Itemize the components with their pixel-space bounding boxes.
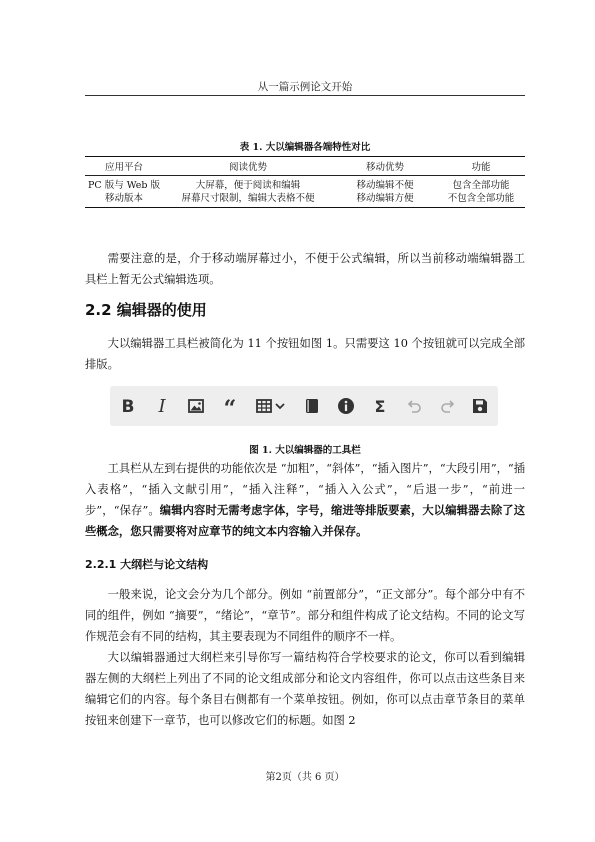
svg-text:I: I: [158, 396, 166, 416]
book-icon: [302, 396, 322, 416]
table-cell: 移动编辑方便: [333, 192, 437, 208]
section-heading: 2.2 编辑器的使用: [85, 301, 207, 319]
table-icon: [254, 396, 274, 416]
svg-text:“: “: [223, 396, 237, 416]
comparison-table: [85, 156, 525, 208]
table-header-cell: 应用平台: [85, 157, 163, 176]
table-caption: 表 1. 大以编辑器各端特性对比: [239, 142, 371, 153]
paragraph-toolbar-intro: 大以编辑器工具栏被简化为 11 个按钮如图 1。只需要这 10 个按钮就可以完成全部排版。: [85, 337, 525, 371]
info-icon: [336, 396, 356, 416]
svg-text:B: B: [121, 397, 135, 416]
undo-icon: [404, 396, 424, 416]
table-row: [85, 192, 525, 208]
table-header-cell: 功能: [437, 157, 525, 176]
running-header: 从一篇示例论文开始: [257, 81, 353, 93]
sigma-icon: [370, 396, 390, 416]
header-rule: [85, 95, 525, 96]
table-cell: 包含全部功能: [452, 180, 510, 191]
block-quote-button[interactable]: [218, 394, 242, 418]
subsection-heading: 2.2.1 大纲栏与论文结构: [85, 558, 209, 571]
bold-icon: [118, 396, 138, 416]
table-cell: 屏幕尺寸限制，编辑大表格不便: [163, 192, 333, 208]
table-header-row: [85, 157, 525, 176]
figure-caption: 图 1. 大以编辑器的工具栏: [249, 445, 361, 456]
bold-button[interactable]: [116, 394, 140, 418]
image-icon: [186, 396, 206, 416]
insert-image-button[interactable]: [184, 394, 208, 418]
insert-citation-button[interactable]: [300, 394, 324, 418]
chevron-down-icon: [274, 396, 286, 416]
italic-icon: [152, 396, 172, 416]
emphasis-text: 编辑内容时无需考虑字体，字号，缩进等排版要素，大以编辑器去除了这些概念，您只需要将对应章节的纯文本内容输入并保存。: [85, 503, 525, 538]
paragraph-toolbar-functions: [85, 458, 525, 542]
page-footer: 第2页（共 6 页）: [265, 772, 345, 783]
redo-button[interactable]: [436, 394, 460, 418]
paragraph-paper-structure: 一般来说，论文会分为几个部分。例如 “前置部分”，“正文部分”。每个部分中有不同的组件，例如 “摘要”，“绪论”，“章节”。部分和组件构成了论文结构。不同的论文写作规范会有不同的结构，其主要表现为不同组件的顺序不一样。: [85, 588, 525, 643]
table-cell: 移动版本: [85, 192, 163, 208]
insert-formula-button[interactable]: [368, 394, 392, 418]
redo-icon: [438, 396, 458, 416]
italic-button[interactable]: [150, 394, 174, 418]
paragraph-formula-note: 需要注意的是，介于移动端屏幕过小，不便于公式编辑，所以当前移动端编辑器工具栏上暂无公式编辑选项。: [85, 252, 525, 286]
table-header-cell: 阅读优势: [163, 157, 333, 176]
insert-table-button[interactable]: [250, 394, 290, 418]
save-button[interactable]: [468, 394, 492, 418]
quote-icon: [220, 396, 240, 416]
table-row: [85, 176, 525, 193]
undo-button[interactable]: [402, 394, 426, 418]
editor-toolbar: [110, 386, 498, 426]
toolbar-functions-text: 工具栏从左到右提供的功能依次是 “加粗”，“斜体”，“插入图片”，“大段引用”，“插入表格”，“插入文献引用”，“插入注释”，“插入入公式”，“后退一步”，“前进一步”，“保存”。: [85, 462, 525, 517]
svg-text:Σ: Σ: [374, 397, 386, 416]
paragraph-outline-bar: 大以编辑器通过大纲栏来引导你写一篇结构符合学校要求的论文，你可以看到编辑器左侧的大纲栏上列出了不同的论文组成部分和论文内容组件，你可以点击这些条目来编辑它们的内容。每个条目右侧都有一个菜单按钮。例如，你可以点击章节条目的菜单按钮来创建下一章节，也可以修改它们的标题。如图 2: [85, 651, 525, 727]
table-header-cell: 移动优势: [333, 157, 437, 176]
save-icon: [470, 396, 490, 416]
table-cell: PC 版与 Web 版: [88, 180, 160, 191]
table-cell: 不包含全部功能: [437, 192, 525, 208]
insert-annotation-button[interactable]: [334, 394, 358, 418]
table-cell: 大屏幕，便于阅读和编辑: [195, 180, 301, 191]
table-cell: 移动编辑不便: [356, 180, 414, 191]
